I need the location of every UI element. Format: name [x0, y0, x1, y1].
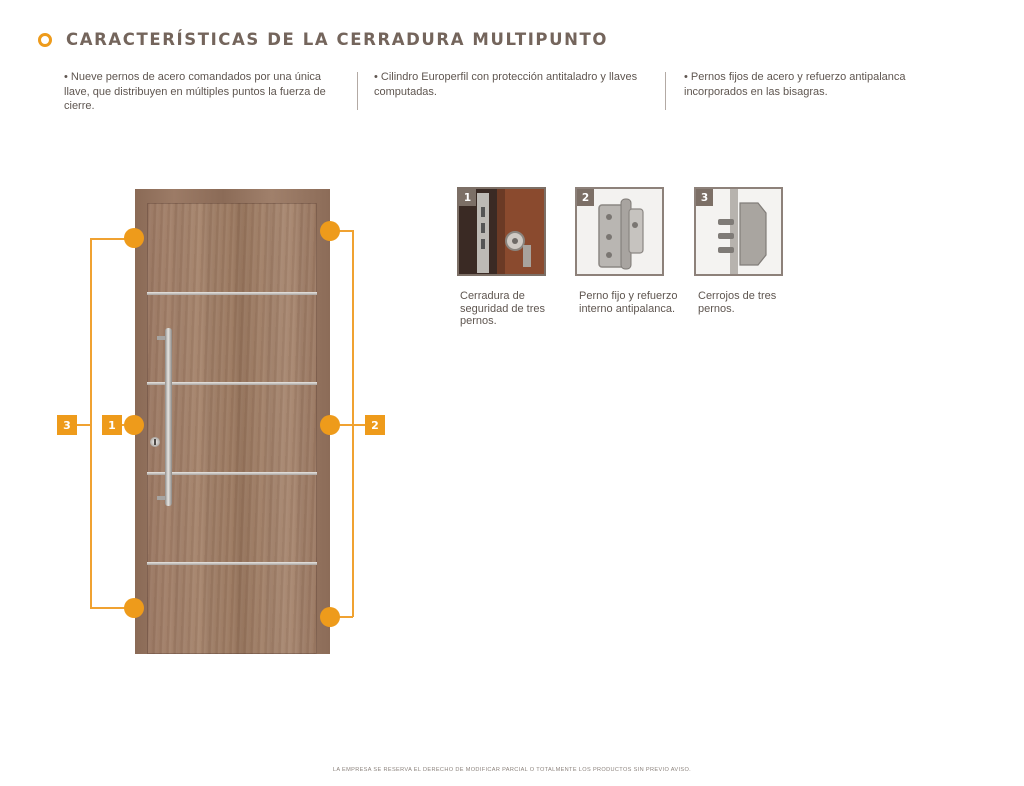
feature-item	[374, 70, 644, 99]
feature-text: • Cilindro Europerfil con protección antitaladro y llaves computadas.	[374, 71, 638, 98]
feature-item	[64, 70, 342, 114]
footer-disclaimer: LA EMPRESA SE RESERVA EL DERECHO DE MODIFICAR PARCIAL O TOTALMENTE LOS PRODUCTOS SIN PREVIO AVISO.	[332, 767, 692, 773]
lock-point-marker	[124, 228, 144, 248]
lock-point-marker	[124, 598, 144, 618]
door-inlay	[147, 472, 317, 475]
page-header	[38, 30, 608, 49]
divider	[665, 72, 666, 110]
lock-point-marker	[320, 221, 340, 241]
door-inlay	[147, 562, 317, 565]
callout-line	[76, 424, 91, 426]
door-inlay	[147, 382, 317, 385]
detail-number: 3	[696, 189, 713, 206]
keyhole-icon	[154, 439, 156, 445]
detail-image-bolts	[694, 187, 783, 276]
detail-image-lock	[457, 187, 546, 276]
detail-number: 1	[459, 189, 476, 206]
detail-caption: Cerrojos de tres pernos.	[698, 290, 777, 315]
feature-text: • Pernos fijos de acero y refuerzo antipalanca incorporados en las bisagras.	[684, 71, 906, 98]
door-leaf	[147, 203, 317, 654]
door-handle	[165, 328, 172, 506]
feature-text: • Nueve pernos de acero comandados por una única llave, que distribuyen en múltiples puntos la fuerza de cierre.	[64, 71, 326, 112]
page-title: CARACTERÍSTICAS DE LA CERRADURA MULTIPUNTO	[66, 30, 609, 49]
detail-image-hinge	[575, 187, 664, 276]
callout-line	[90, 238, 92, 608]
detail-caption: Cerradura de seguridad de tres pernos.	[460, 290, 545, 327]
detail-caption: Perno fijo y refuerzo interno antipalanca.	[579, 290, 678, 315]
divider	[357, 72, 358, 110]
callout-number: 3	[57, 415, 77, 435]
lock-point-marker	[124, 415, 144, 435]
lock-point-marker	[320, 415, 340, 435]
feature-item	[684, 70, 934, 99]
title-bullet-icon	[38, 33, 52, 47]
lock-point-marker	[320, 607, 340, 627]
callout-number: 1	[102, 415, 122, 435]
door-inlay	[147, 292, 317, 295]
detail-number: 2	[577, 189, 594, 206]
callout-number: 2	[365, 415, 385, 435]
